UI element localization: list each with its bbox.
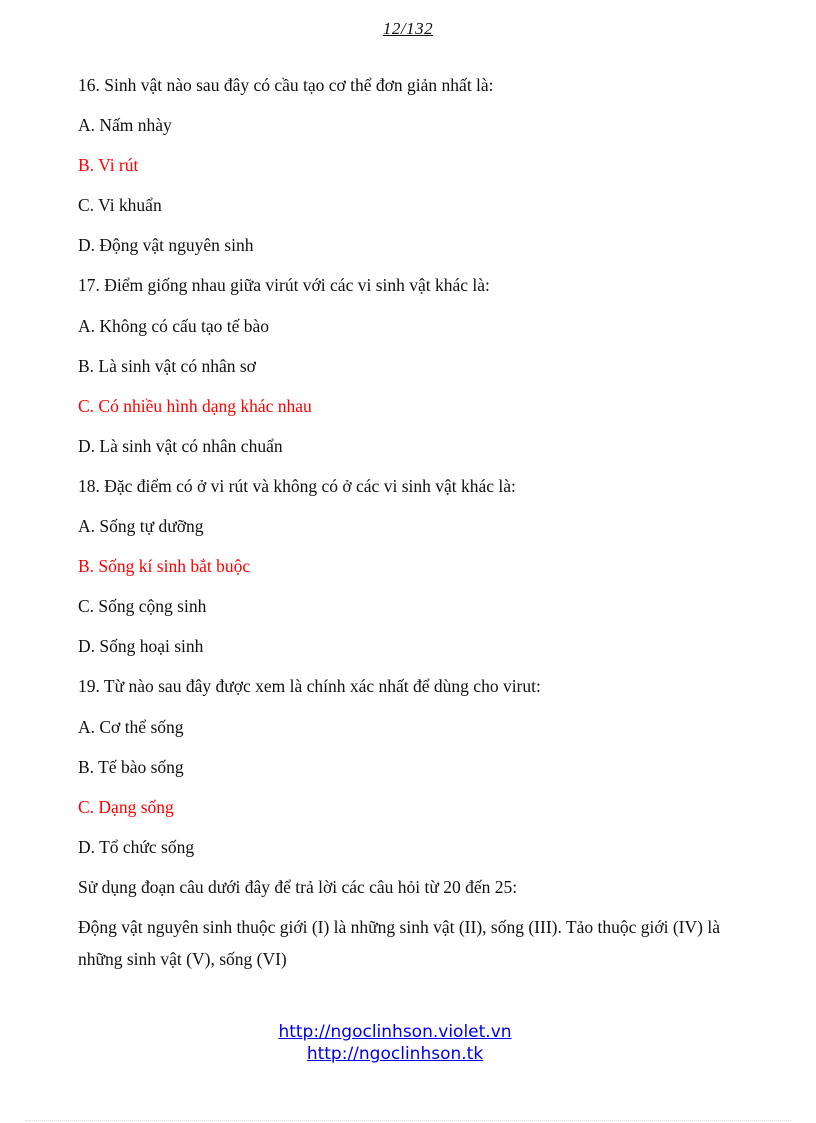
document-body [78,75,748,975]
footer-link-violet[interactable]: http://ngoclinhson.violet.vn [278,1022,512,1042]
question-17: 17. Điểm giống nhau giữa virút với các vi sinh vật khác là: [78,275,490,296]
answer-19-d: D. Tổ chức sống [78,836,195,857]
question-19: 19. Từ nào sau đây được xem là chính xác nhất để dùng cho virut: [78,676,541,697]
answer-17-a: A. Không có cấu tạo tế bào [78,315,269,336]
answer-16-c: C. Vi khuẩn [78,195,162,216]
answer-18-b-correct: B. Sống kí sinh bắt buộc [78,556,251,577]
footer-link-tk[interactable]: http://ngoclinhson.tk [306,1044,484,1064]
instruction-20-25: Sử dụng đoạn câu dưới đây để trả lời các câu hỏi từ 20 đến 25: [78,876,518,897]
answer-18-a: A. Sống tự dưỡng [78,516,204,537]
page-bottom-border [25,1120,791,1121]
answer-18-d: D. Sống hoại sinh [78,636,204,657]
answer-16-b-correct: B. Vi rút [78,155,139,176]
question-18: 18. Đặc điểm có ở vi rút và không có ở các vi sinh vật khác là: [78,475,516,496]
passage-paragraph: Động vật nguyên sinh thuộc giới (I) là những sinh vật (II), sống (III). Tảo thuộc giới (IV) là những sinh vật (V), sống (VI) [78,916,720,969]
answer-16-a: A. Nấm nhày [78,115,172,136]
answer-17-b: B. Là sinh vật có nhân sơ [78,355,256,376]
answer-17-c-correct: C. Có nhiều hình dạng khác nhau [78,395,312,416]
answer-16-d: D. Động vật nguyên sinh [78,235,254,256]
page-number: 12/132 [382,19,434,38]
answer-19-c-correct: C. Dạng sống [78,796,174,817]
answer-19-a: A. Cơ thể sống [78,716,184,737]
question-16: 16. Sinh vật nào sau đây có cầu tạo cơ thể đơn giản nhất là: [78,75,494,95]
answer-19-b: B. Tế bào sống [78,756,184,777]
answer-17-d: D. Là sinh vật có nhân chuẩn [78,435,283,456]
footer-links [0,1021,790,1065]
answer-18-c: C. Sống cộng sinh [78,596,207,617]
